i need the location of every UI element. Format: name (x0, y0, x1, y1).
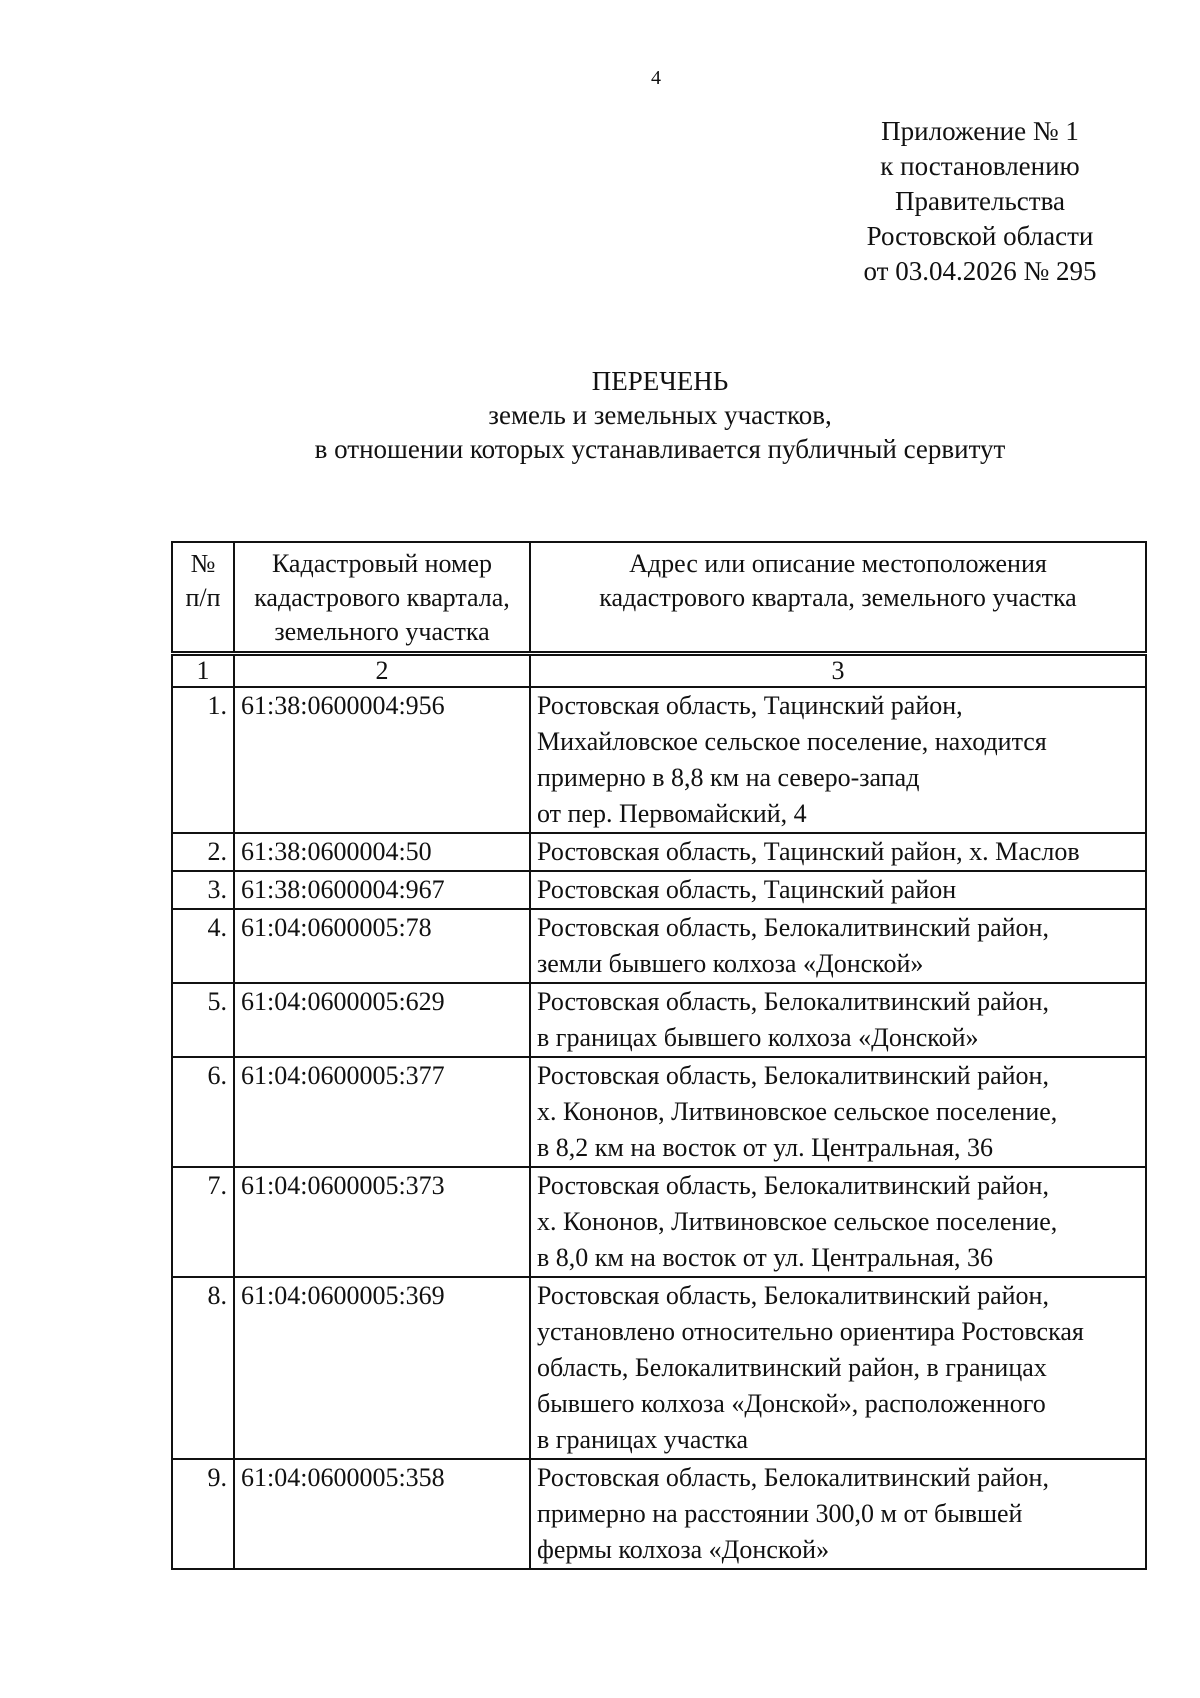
title-line: в отношении которых устанавливается публичный сервитут (314, 434, 1006, 464)
cadastral-number: 61:04:0600005:358 (234, 1459, 530, 1569)
header-line: земельного участка (274, 617, 490, 646)
appendix-block (780, 114, 1180, 289)
column-number: 1 (172, 654, 234, 688)
table-header-row (172, 542, 1146, 654)
cadastral-number: 61:38:0600004:967 (234, 871, 530, 909)
address-line: Ростовская область, Тацинский район (537, 875, 957, 904)
address-line: в 8,2 км на восток от ул. Центральная, 36 (537, 1133, 994, 1162)
address-cell (530, 983, 1146, 1057)
appendix-line: к постановлению (880, 151, 1080, 181)
appendix-line: Правительства (895, 186, 1065, 216)
address-line: Ростовская область, Белокалитвинский район, (537, 1463, 1049, 1492)
address-line: х. Кононов, Литвиновское сельское поселение, (537, 1207, 1058, 1236)
address-line: бывшего колхоза «Донской», расположенного (537, 1389, 1046, 1418)
address-line: примерно на расстоянии 300,0 м от бывшей (537, 1499, 1023, 1528)
table-row (172, 833, 1146, 871)
address-cell (530, 909, 1146, 983)
table-row (172, 1167, 1146, 1277)
address-line: в 8,0 км на восток от ул. Центральная, 36 (537, 1243, 994, 1272)
parcels-table-wrapper (171, 541, 1145, 1570)
column-numbers-row (172, 654, 1146, 688)
table-row (172, 909, 1146, 983)
address-cell (530, 1459, 1146, 1569)
address-line: Ростовская область, Белокалитвинский район, (537, 1281, 1049, 1310)
row-number: 4. (172, 909, 234, 983)
header-address (530, 542, 1146, 654)
address-line: земли бывшего колхоза «Донской» (537, 949, 924, 978)
address-line: фермы колхоза «Донской» (537, 1535, 830, 1564)
address-line: Ростовская область, Тацинский район, х. Маслов (537, 837, 1080, 866)
title-line: земель и земельных участков, (488, 400, 832, 430)
table-row (172, 871, 1146, 909)
row-number: 9. (172, 1459, 234, 1569)
header-cadastral (234, 542, 530, 654)
cadastral-number: 61:04:0600005:78 (234, 909, 530, 983)
column-number: 2 (234, 654, 530, 688)
address-cell (530, 1167, 1146, 1277)
cadastral-number: 61:04:0600005:629 (234, 983, 530, 1057)
cadastral-number: 61:04:0600005:377 (234, 1057, 530, 1167)
address-cell (530, 1277, 1146, 1459)
document-title (150, 364, 1170, 466)
address-cell (530, 833, 1146, 871)
page-number: 4 (651, 67, 661, 89)
address-line: Ростовская область, Белокалитвинский район, (537, 913, 1049, 942)
address-line: в границах бывшего колхоза «Донской» (537, 1023, 979, 1052)
table-row (172, 1459, 1146, 1569)
address-line: область, Белокалитвинский район, в границах (537, 1353, 1047, 1382)
address-line: Ростовская область, Белокалитвинский район, (537, 1061, 1049, 1090)
table-row (172, 687, 1146, 833)
parcels-table (171, 541, 1147, 1570)
address-line: установлено относительно ориентира Ростовская (537, 1317, 1084, 1346)
row-number: 6. (172, 1057, 234, 1167)
row-number: 8. (172, 1277, 234, 1459)
row-number: 2. (172, 833, 234, 871)
address-line: Ростовская область, Белокалитвинский район, (537, 1171, 1049, 1200)
header-line: № (190, 549, 216, 578)
address-line: от пер. Первомайский, 4 (537, 799, 807, 828)
cadastral-number: 61:38:0600004:956 (234, 687, 530, 833)
cadastral-number: 61:04:0600005:369 (234, 1277, 530, 1459)
table-row (172, 983, 1146, 1057)
cadastral-number: 61:38:0600004:50 (234, 833, 530, 871)
header-line: кадастрового квартала, (254, 583, 510, 612)
address-cell (530, 1057, 1146, 1167)
row-number: 5. (172, 983, 234, 1057)
appendix-line: от 03.04.2026 № 295 (863, 256, 1097, 286)
address-line: примерно в 8,8 км на северо-запад (537, 763, 920, 792)
address-line: Михайловское сельское поселение, находится (537, 727, 1047, 756)
header-line: кадастрового квартала, земельного участка (599, 583, 1077, 612)
address-line: в границах участка (537, 1425, 749, 1454)
header-number (172, 542, 234, 654)
table-row (172, 1277, 1146, 1459)
table-row (172, 1057, 1146, 1167)
address-line: Ростовская область, Тацинский район, (537, 691, 963, 720)
cadastral-number: 61:04:0600005:373 (234, 1167, 530, 1277)
header-line: Кадастровый номер (271, 549, 493, 578)
address-cell (530, 687, 1146, 833)
header-line: Адрес или описание местоположения (629, 549, 1047, 578)
address-cell (530, 871, 1146, 909)
row-number: 3. (172, 871, 234, 909)
column-number: 3 (530, 654, 1146, 688)
title-heading: ПЕРЕЧЕНЬ (591, 366, 729, 396)
address-line: х. Кононов, Литвиновское сельское поселение, (537, 1097, 1058, 1126)
row-number: 7. (172, 1167, 234, 1277)
header-line: п/п (185, 583, 221, 612)
row-number: 1. (172, 687, 234, 833)
appendix-line: Приложение № 1 (881, 116, 1079, 146)
appendix-line: Ростовской области (866, 221, 1094, 251)
address-line: Ростовская область, Белокалитвинский район, (537, 987, 1049, 1016)
